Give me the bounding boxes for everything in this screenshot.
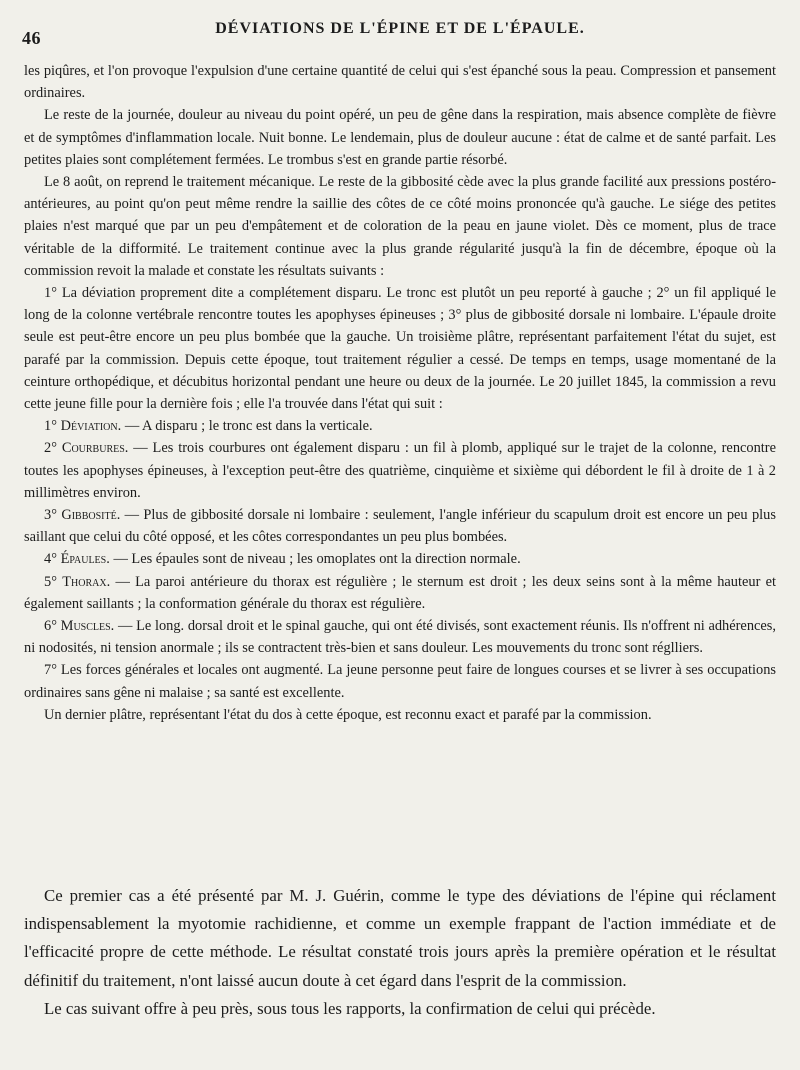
list-item bbox=[24, 504, 776, 548]
list-item bbox=[24, 571, 776, 615]
paragraph: Le reste de la journée, douleur au niveau du point opéré, un peu de gêne dans la respiration, mais absence complète de fièvre et de symptômes d'inflammation locale. Nuit bonne. Le lendemain, plus de douleur aucune : état de calme et de santé parfait. Les petites plaies sont complétement fermées. Le trombus s'est en grande partie résorbé. bbox=[24, 107, 776, 168]
paragraph: 7° Les forces générales et locales ont augmenté. La jeune personne peut faire de longues courses et se livrer à ses occupations ordinaires sans gêne ni malaise ; sa santé est excellente. bbox=[24, 662, 776, 701]
list-item bbox=[24, 548, 776, 570]
item-text: — Plus de gibbosité dorsale ni lombaire : seulement, l'angle inférieur du scapulum droit est encore un peu plus saillant que celui du côté opposé, et les côtes correspondantes un peu plus bombées. bbox=[24, 507, 776, 546]
item-text: — La paroi antérieure du thorax est régulière ; le sternum est droit ; les deux seins sont à la même hauteur et également saillants ; la conformation générale du thorax est régulière. bbox=[24, 573, 777, 612]
item-term: Muscles. bbox=[60, 618, 115, 635]
item-number: 3° bbox=[44, 507, 57, 524]
running-title: DÉVIATIONS DE L'ÉPINE ET DE L'ÉPAULE. bbox=[215, 20, 585, 37]
item-number: 1° bbox=[44, 418, 57, 435]
item-text: — A disparu ; le tronc est dans la verticale. bbox=[124, 418, 373, 435]
item-term: Déviation. bbox=[60, 418, 122, 435]
summary-text bbox=[24, 882, 776, 1023]
paragraph: Le 8 août, on reprend le traitement mécanique. Le reste de la gibbosité cède avec la plus grande facilité aux pressions postéro-antérieures, au point qu'on peut même rendre la saillie des côtes de ce côté moins prononcée qu'à gauche. Le siége des petites plaies n'est marqué que par un peu d'empâtement et de coloration de la peau en jaune violet. Dès ce moment, plus de trace véritable de la difformité. Le traitement continue avec la plus grande régularité jusqu'à la fin de décembre, époque où la commission revoit la malade et constate les résultats suivants : bbox=[24, 174, 776, 279]
item-term: Courbures. bbox=[61, 440, 129, 457]
paragraph: Ce premier cas a été présenté par M. J. Guérin, comme le type des déviations de l'épine qui réclament indispensablement la myotomie rachidienne, et comme un exemple frappant de l'action immédiate et de l'efficacité propre de cette méthode. Le résultat constaté trois jours après la première opération et le résultat définitif du traitement, n'ont laissé aucun doute à cet égard dans l'esprit de la commission. bbox=[24, 886, 776, 990]
list-item bbox=[24, 615, 776, 659]
item-number: 2° bbox=[44, 440, 57, 457]
item-number: 6° bbox=[44, 618, 57, 635]
item-number: 4° bbox=[44, 551, 57, 568]
item-term: Épaules. bbox=[60, 551, 110, 568]
item-term: Gibbosité. bbox=[61, 507, 121, 524]
item-text: — Les épaules sont de niveau ; les omoplates ont la direction normale. bbox=[113, 551, 521, 568]
list-item bbox=[24, 437, 776, 504]
list-item bbox=[24, 415, 776, 437]
main-text bbox=[24, 60, 776, 726]
item-number: 5° bbox=[44, 573, 57, 590]
item-text: — Les trois courbures ont également disparu : un fil à plomb, appliqué sur le trajet de la colonne, rencontre toutes les apophyses épineuses, à l'exception peut-être des quatrième, cinquième et sixième qui débordent le fil à droite de 1 à 2 millimètres environ. bbox=[24, 440, 776, 501]
page-number: 46 bbox=[22, 28, 41, 48]
paragraph: les piqûres, et l'on provoque l'expulsion d'une certaine quantité de celui qui s'est épanché sous la peau. Compression et pansement ordinaires. bbox=[24, 63, 776, 102]
paragraph: Le cas suivant offre à peu près, sous tous les rapports, la confirmation de celui qui précède. bbox=[44, 998, 656, 1018]
item-text: — Le long. dorsal droit et le spinal gauche, qui ont été divisés, sont exactement réunis. Ils n'offrent ni adhérences, ni nodosités, ni tension anormale ; ils se contractent très-bien et sans douleur. Les mouvements du tronc sont réglliers. bbox=[24, 618, 776, 657]
item-term: Thorax. bbox=[62, 573, 111, 590]
paragraph: 1° La déviation proprement dite a complétement disparu. Le tronc est plutôt un peu reporté à gauche ; 2° un fil appliqué le long de la colonne vertébrale rencontre toutes les apophyses épineuses ; 3° plus de gibbosité dorsale ni lombaire. L'épaule droite seule est peut-être encore un peu plus bombée que la gauche. Un troisième plâtre, représentant parfaitement l'état du sujet, est parafé par la commission. Depuis cette époque, tout traitement régulier a cessé. De temps en temps, usage momentané de la ceinture orthopédique, et décubitus horizontal pendant une heure ou deux de la journée. Le 20 juillet 1845, la commission a revu cette jeune fille pour la dernière fois ; elle l'a trouvée dans l'état qui suit : bbox=[24, 285, 776, 413]
paragraph: Un dernier plâtre, représentant l'état du dos à cette époque, est reconnu exact et parafé par la commission. bbox=[44, 706, 652, 723]
